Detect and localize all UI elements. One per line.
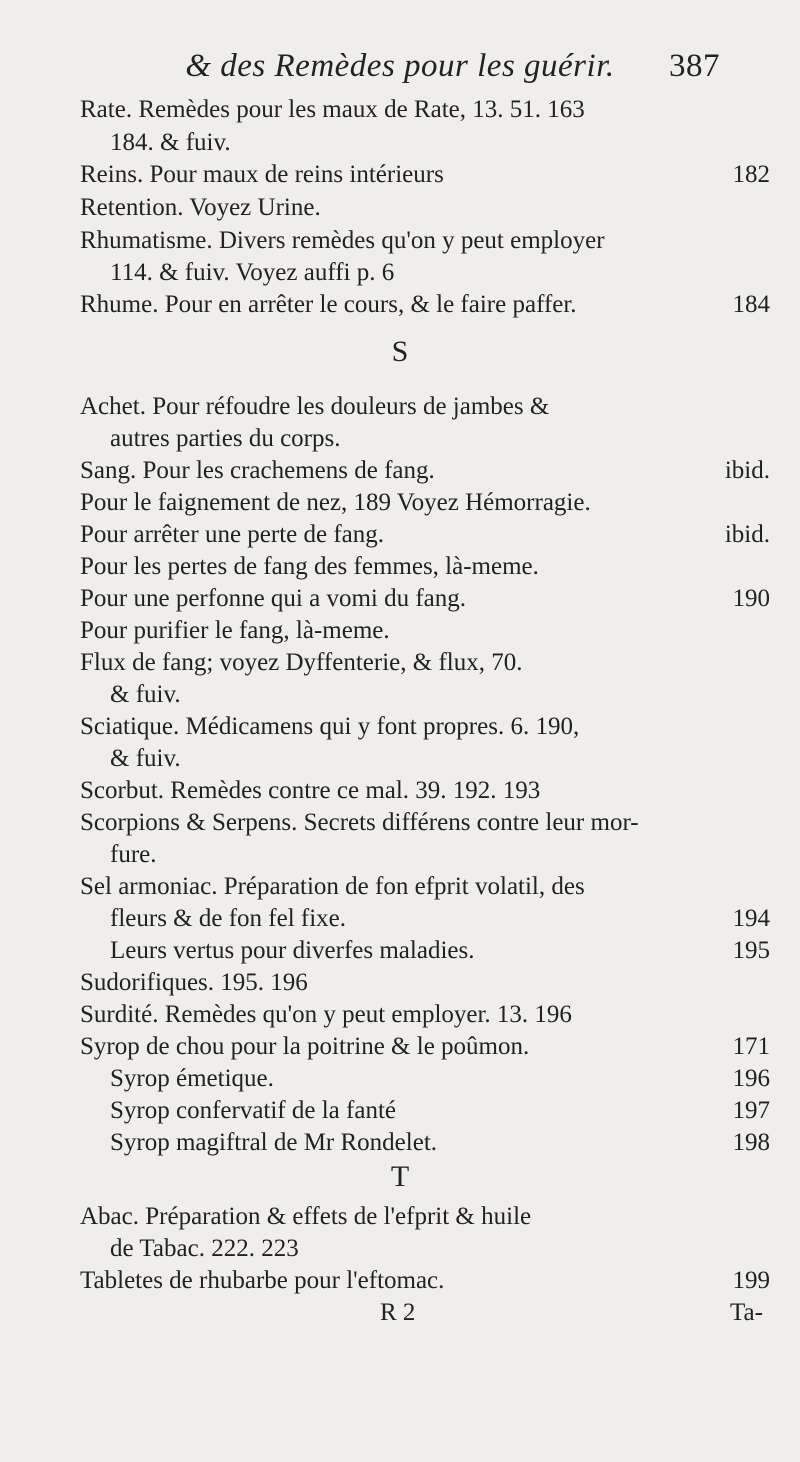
section-letter-t: T xyxy=(390,1160,410,1193)
catchword: Ta- xyxy=(730,1299,763,1326)
index-entry-s-21: Syrop émetique. 196 xyxy=(110,1065,770,1092)
index-entry-t-2: Tabletes de rhubarbe pour l'eftomac. 199 xyxy=(80,1267,770,1294)
index-entry-s-0: Achet. Pour réfoudre les douleurs de jambes & xyxy=(80,393,550,420)
running-head xyxy=(0,48,800,85)
index-entry-s-16: fleurs & de fon fel fixe. 194 xyxy=(110,905,770,932)
index-entry-t-1: de Tabac. 222. 223 xyxy=(110,1235,299,1262)
index-entry-t-0: Abac. Préparation & effets de l'efprit & huile xyxy=(80,1203,532,1230)
index-entry-rhumatisme-cont: 114. & fuiv. Voyez auffi p. 6 xyxy=(110,259,395,286)
index-entry-rhumatisme: Rhumatisme. Divers remèdes qu'on y peut employer xyxy=(80,227,605,254)
index-entry-s-8: Flux de fang; voyez Dyffenterie, & flux, 70. xyxy=(80,649,523,676)
index-entry-s-1: autres parties du corps. xyxy=(110,425,341,452)
index-entry-s-22: Syrop confervatif de la fanté 197 xyxy=(110,1097,770,1124)
index-entry-rhume: Rhume. Pour en arrêter le cours, & le faire paffer. 184 xyxy=(80,291,770,318)
page-number: 387 xyxy=(669,48,720,84)
index-entry-s-10: Sciatique. Médicamens qui y font propres. 6. 190, xyxy=(80,713,580,740)
index-entry-s-14: fure. xyxy=(110,841,157,868)
index-entry-s-5: Pour les pertes de fang des femmes, là-meme. xyxy=(80,553,539,580)
index-entry-s-4: Pour arrêter une perte de fang. ibid. xyxy=(80,521,770,548)
index-entry-s-23: Syrop magiftral de Mr Rondelet. 198 xyxy=(110,1129,770,1156)
index-entry-s-15: Sel armoniac. Préparation de fon efprit volatil, des xyxy=(80,873,585,900)
index-entry-s-20: Syrop de chou pour la poitrine & le poûmon. 171 xyxy=(80,1033,770,1060)
signature-mark: R 2 xyxy=(380,1299,416,1326)
index-entry-rate-cont: 184. & fuiv. xyxy=(110,129,231,156)
index-entry-s-19: Surdité. Remèdes qu'on y peut employer. 13. 196 xyxy=(80,1001,572,1028)
index-entry-s-2: Sang. Pour les crachemens de fang. ibid. xyxy=(80,457,770,484)
index-entry-s-17: Leurs vertus pour diverfes maladies. 195 xyxy=(110,937,770,964)
index-entry-s-12: Scorbut. Remèdes contre ce mal. 39. 192. 193 xyxy=(80,777,541,804)
index-entry-s-11: & fuiv. xyxy=(110,745,181,772)
index-entry-s-6: Pour une perfonne qui a vomi du fang. 190 xyxy=(80,585,770,612)
section-letter-s: S xyxy=(391,335,409,368)
index-entry-reins: Reins. Pour maux de reins intérieurs 182 xyxy=(80,161,770,188)
running-head-title: & des Remèdes pour les guérir. xyxy=(185,48,615,84)
index-entry-s-9: & fuiv. xyxy=(110,681,181,708)
index-entry-s-13: Scorpions & Serpens. Secrets différens contre leur mor- xyxy=(80,809,639,836)
index-entry-retention: Retention. Voyez Urine. xyxy=(80,194,321,221)
index-entry-s-7: Pour purifier le fang, là-meme. xyxy=(80,617,390,644)
index-entry-rate: Rate. Remèdes pour les maux de Rate, 13. 51. 163 xyxy=(80,96,585,123)
index-entry-s-3: Pour le faignement de nez, 189 Voyez Hémorragie. xyxy=(80,489,591,516)
index-entry-s-18: Sudorifiques. 195. 196 xyxy=(80,969,308,996)
